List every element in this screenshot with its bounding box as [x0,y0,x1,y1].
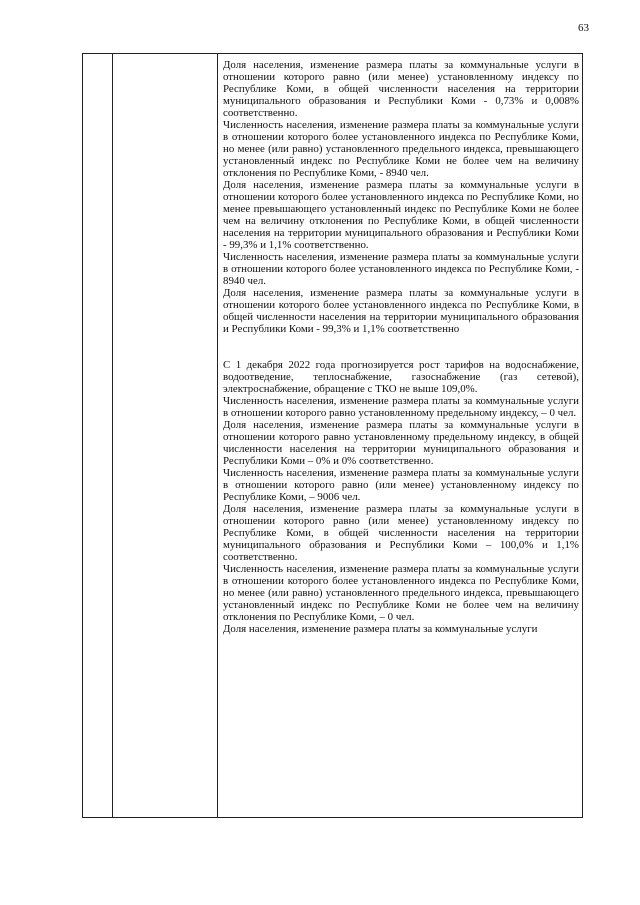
table-cell-number [83,54,113,818]
table-cell-text [218,54,583,818]
paragraph: Численность населения, изменение размера платы за коммунальные услуги в отношении которого равно (или менее) установленному индексу по Республике Коми, – 9006 чел. [223,467,579,503]
paragraph: Доля населения, изменение размера платы за коммунальные услуги в отношении которого равно (или менее) установленному индексу по Республике Коми, в общей численности населения на территории муниципального образования и Республики Коми - 0,73% и 0,008% соответственно. [223,59,579,119]
page-number: 63 [578,22,589,34]
paragraph: Численность населения, изменение размера платы за коммунальные услуги в отношении которого равно установленному предельному индексу, – 0 чел. [223,395,579,419]
paragraph: Доля населения, изменение размера платы за коммунальные услуги в отношении которого более установленного индекса по Республике Коми, но менее превышающего установленный индекс по Республике Коми не более чем на величину отклонения по Республике Коми, в общей численности населения на территории муниципального образования и Республики Коми - 99,3% и 1,1% соответственно. [223,179,579,251]
paragraph-gap [223,335,579,359]
paragraph: Доля населения, изменение размера платы за коммунальные услуги в отношении которого равно установленному предельному индексу, в общей численности населения на территории муниципального образования и Республики Коми – 0% и 0% соответственно. [223,419,579,467]
paragraph: Доля населения, изменение размера платы за коммунальные услуги в отношении которого равно (или менее) установленному индексу по Республике Коми, в общей численности населения на территории муниципального образования и Республики Коми – 100,0% и 1,1% соответственно. [223,503,579,563]
paragraph: Численность населения, изменение размера платы за коммунальные услуги в отношении которого более установленного индекса по Республике Коми, но менее (или равно) установленного предельного индекса, превышающего установленный индекс по Республике Коми не более чем на величину отклонения по Республике Коми, – 0 чел. [223,563,579,623]
paragraph: С 1 декабря 2022 года прогнозируется рост тарифов на водоснабжение, водоотведение, теплоснабжение, газоснабжение (газ сетевой), электроснабжение, обращение с ТКО не выше 109,0%. [223,359,579,395]
cell-text-body [218,54,582,635]
table-row [83,54,583,818]
content-table [82,53,583,818]
paragraph: Численность населения, изменение размера платы за коммунальные услуги в отношении которого более установленного индекса по Республике Коми, но менее (или равно) установленного предельного индекса, превышающего установленный индекс по Республике Коми не более чем на величину отклонения по Республике Коми, - 8940 чел. [223,119,579,179]
paragraph: Доля населения, изменение размера платы за коммунальные услуги в отношении которого более установленного индекса по Республике Коми, в общей численности населения на территории муниципального образования и Республики Коми - 99,3% и 1,1% соответственно [223,287,579,335]
paragraph: Доля населения, изменение размера платы за коммунальные услуги [223,623,538,635]
table-cell-name [113,54,218,818]
paragraph: Численность населения, изменение размера платы за коммунальные услуги в отношении которого более установленного индекса по Республике Коми, - 8940 чел. [223,251,579,287]
